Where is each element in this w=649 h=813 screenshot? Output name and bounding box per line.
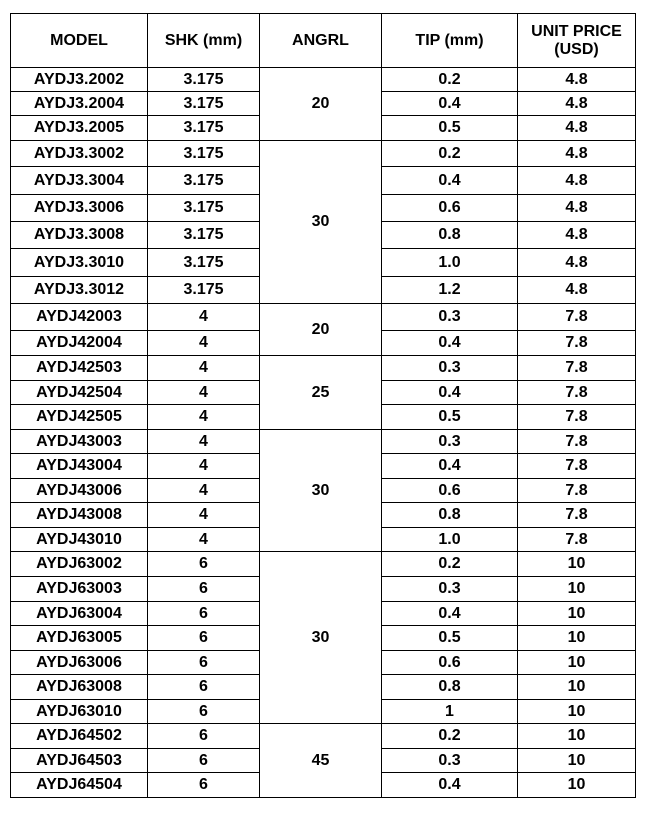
tip-cell: 0.5 bbox=[382, 405, 518, 430]
price-cell: 10 bbox=[518, 602, 636, 626]
tip-cell: 0.5 bbox=[382, 116, 518, 141]
model-cell: AYDJ63006 bbox=[11, 651, 148, 675]
price-cell: 4.8 bbox=[518, 195, 636, 222]
price-cell: 7.8 bbox=[518, 405, 636, 430]
tip-cell: 0.3 bbox=[382, 430, 518, 454]
model-cell: AYDJ3.2005 bbox=[11, 116, 148, 141]
price-cell: 4.8 bbox=[518, 249, 636, 277]
shank-cell: 3.175 bbox=[148, 92, 260, 116]
model-cell: AYDJ3.3002 bbox=[11, 141, 148, 167]
model-cell: AYDJ3.3012 bbox=[11, 277, 148, 304]
model-cell: AYDJ3.3008 bbox=[11, 222, 148, 249]
price-cell: 4.8 bbox=[518, 277, 636, 304]
price-table bbox=[10, 13, 636, 798]
shank-cell: 4 bbox=[148, 356, 260, 381]
tip-cell: 0.3 bbox=[382, 304, 518, 331]
tip-cell: 0.5 bbox=[382, 626, 518, 651]
price-cell: 7.8 bbox=[518, 528, 636, 552]
shank-cell: 6 bbox=[148, 552, 260, 577]
model-cell: AYDJ42503 bbox=[11, 356, 148, 381]
model-cell: AYDJ64502 bbox=[11, 724, 148, 749]
header-row bbox=[11, 14, 636, 68]
model-cell: AYDJ42505 bbox=[11, 405, 148, 430]
price-cell: 7.8 bbox=[518, 430, 636, 454]
price-cell: 10 bbox=[518, 552, 636, 577]
angle-cell: 20 bbox=[260, 68, 382, 141]
price-cell: 10 bbox=[518, 675, 636, 700]
header-unit-price: UNIT PRICE (USD) bbox=[518, 14, 636, 68]
tip-cell: 1.0 bbox=[382, 528, 518, 552]
tip-cell: 0.8 bbox=[382, 222, 518, 249]
shank-cell: 4 bbox=[148, 528, 260, 552]
model-cell: AYDJ63004 bbox=[11, 602, 148, 626]
shank-cell: 3.175 bbox=[148, 167, 260, 195]
model-cell: AYDJ3.2002 bbox=[11, 68, 148, 92]
model-cell: AYDJ64504 bbox=[11, 773, 148, 798]
model-cell: AYDJ42004 bbox=[11, 331, 148, 356]
model-cell: AYDJ3.3010 bbox=[11, 249, 148, 277]
angle-cell: 30 bbox=[260, 552, 382, 724]
tip-cell: 0.2 bbox=[382, 68, 518, 92]
shank-cell: 6 bbox=[148, 749, 260, 773]
model-cell: AYDJ43006 bbox=[11, 479, 148, 503]
header-angle: ANGRL bbox=[260, 14, 382, 68]
angle-cell: 45 bbox=[260, 724, 382, 798]
table-row bbox=[11, 356, 636, 381]
table-row bbox=[11, 304, 636, 331]
tip-cell: 0.4 bbox=[382, 331, 518, 356]
price-cell: 7.8 bbox=[518, 381, 636, 405]
tip-cell: 0.8 bbox=[382, 675, 518, 700]
model-cell: AYDJ63005 bbox=[11, 626, 148, 651]
table-row bbox=[11, 552, 636, 577]
model-cell: AYDJ42003 bbox=[11, 304, 148, 331]
shank-cell: 4 bbox=[148, 430, 260, 454]
shank-cell: 6 bbox=[148, 675, 260, 700]
shank-cell: 3.175 bbox=[148, 116, 260, 141]
tip-cell: 0.3 bbox=[382, 356, 518, 381]
header-shank: SHK (mm) bbox=[148, 14, 260, 68]
shank-cell: 6 bbox=[148, 577, 260, 602]
tip-cell: 0.3 bbox=[382, 749, 518, 773]
tip-cell: 0.2 bbox=[382, 552, 518, 577]
tip-cell: 0.4 bbox=[382, 773, 518, 798]
shank-cell: 6 bbox=[148, 724, 260, 749]
shank-cell: 4 bbox=[148, 381, 260, 405]
tip-cell: 0.4 bbox=[382, 167, 518, 195]
tip-cell: 0.4 bbox=[382, 602, 518, 626]
model-cell: AYDJ64503 bbox=[11, 749, 148, 773]
shank-cell: 6 bbox=[148, 773, 260, 798]
table-row bbox=[11, 141, 636, 167]
table-row bbox=[11, 68, 636, 92]
price-cell: 7.8 bbox=[518, 304, 636, 331]
tip-cell: 1 bbox=[382, 700, 518, 724]
price-cell: 4.8 bbox=[518, 141, 636, 167]
model-cell: AYDJ43004 bbox=[11, 454, 148, 479]
tip-cell: 0.2 bbox=[382, 141, 518, 167]
angle-cell: 20 bbox=[260, 304, 382, 356]
tip-cell: 0.6 bbox=[382, 479, 518, 503]
shank-cell: 3.175 bbox=[148, 222, 260, 249]
model-cell: AYDJ43010 bbox=[11, 528, 148, 552]
price-cell: 4.8 bbox=[518, 167, 636, 195]
angle-cell: 30 bbox=[260, 430, 382, 552]
tip-cell: 1.2 bbox=[382, 277, 518, 304]
tip-cell: 0.4 bbox=[382, 92, 518, 116]
price-cell: 4.8 bbox=[518, 222, 636, 249]
angle-cell: 25 bbox=[260, 356, 382, 430]
shank-cell: 3.175 bbox=[148, 277, 260, 304]
price-cell: 7.8 bbox=[518, 454, 636, 479]
tip-cell: 0.4 bbox=[382, 381, 518, 405]
price-cell: 4.8 bbox=[518, 68, 636, 92]
price-cell: 7.8 bbox=[518, 503, 636, 528]
shank-cell: 6 bbox=[148, 626, 260, 651]
shank-cell: 3.175 bbox=[148, 68, 260, 92]
angle-cell: 30 bbox=[260, 141, 382, 304]
price-cell: 10 bbox=[518, 749, 636, 773]
shank-cell: 3.175 bbox=[148, 141, 260, 167]
header-model: MODEL bbox=[11, 14, 148, 68]
model-cell: AYDJ63002 bbox=[11, 552, 148, 577]
price-cell: 10 bbox=[518, 773, 636, 798]
price-cell: 10 bbox=[518, 626, 636, 651]
table-header bbox=[11, 14, 636, 68]
table-body bbox=[11, 68, 636, 798]
model-cell: AYDJ3.3006 bbox=[11, 195, 148, 222]
model-cell: AYDJ3.2004 bbox=[11, 92, 148, 116]
price-cell: 7.8 bbox=[518, 479, 636, 503]
shank-cell: 3.175 bbox=[148, 249, 260, 277]
tip-cell: 0.8 bbox=[382, 503, 518, 528]
price-cell: 10 bbox=[518, 700, 636, 724]
shank-cell: 6 bbox=[148, 651, 260, 675]
shank-cell: 6 bbox=[148, 602, 260, 626]
shank-cell: 4 bbox=[148, 479, 260, 503]
model-cell: AYDJ3.3004 bbox=[11, 167, 148, 195]
shank-cell: 3.175 bbox=[148, 195, 260, 222]
shank-cell: 4 bbox=[148, 405, 260, 430]
price-cell: 7.8 bbox=[518, 356, 636, 381]
tip-cell: 0.6 bbox=[382, 651, 518, 675]
table-row bbox=[11, 724, 636, 749]
model-cell: AYDJ63008 bbox=[11, 675, 148, 700]
tip-cell: 0.2 bbox=[382, 724, 518, 749]
model-cell: AYDJ43008 bbox=[11, 503, 148, 528]
model-cell: AYDJ42504 bbox=[11, 381, 148, 405]
model-cell: AYDJ43003 bbox=[11, 430, 148, 454]
tip-cell: 0.6 bbox=[382, 195, 518, 222]
shank-cell: 4 bbox=[148, 331, 260, 356]
header-tip: TIP (mm) bbox=[382, 14, 518, 68]
price-cell: 7.8 bbox=[518, 331, 636, 356]
table-row bbox=[11, 430, 636, 454]
tip-cell: 0.4 bbox=[382, 454, 518, 479]
price-cell: 4.8 bbox=[518, 116, 636, 141]
model-cell: AYDJ63003 bbox=[11, 577, 148, 602]
price-cell: 10 bbox=[518, 724, 636, 749]
tip-cell: 0.3 bbox=[382, 577, 518, 602]
tip-cell: 1.0 bbox=[382, 249, 518, 277]
shank-cell: 4 bbox=[148, 503, 260, 528]
shank-cell: 4 bbox=[148, 454, 260, 479]
model-cell: AYDJ63010 bbox=[11, 700, 148, 724]
shank-cell: 6 bbox=[148, 700, 260, 724]
shank-cell: 4 bbox=[148, 304, 260, 331]
price-cell: 4.8 bbox=[518, 92, 636, 116]
price-cell: 10 bbox=[518, 577, 636, 602]
price-cell: 10 bbox=[518, 651, 636, 675]
